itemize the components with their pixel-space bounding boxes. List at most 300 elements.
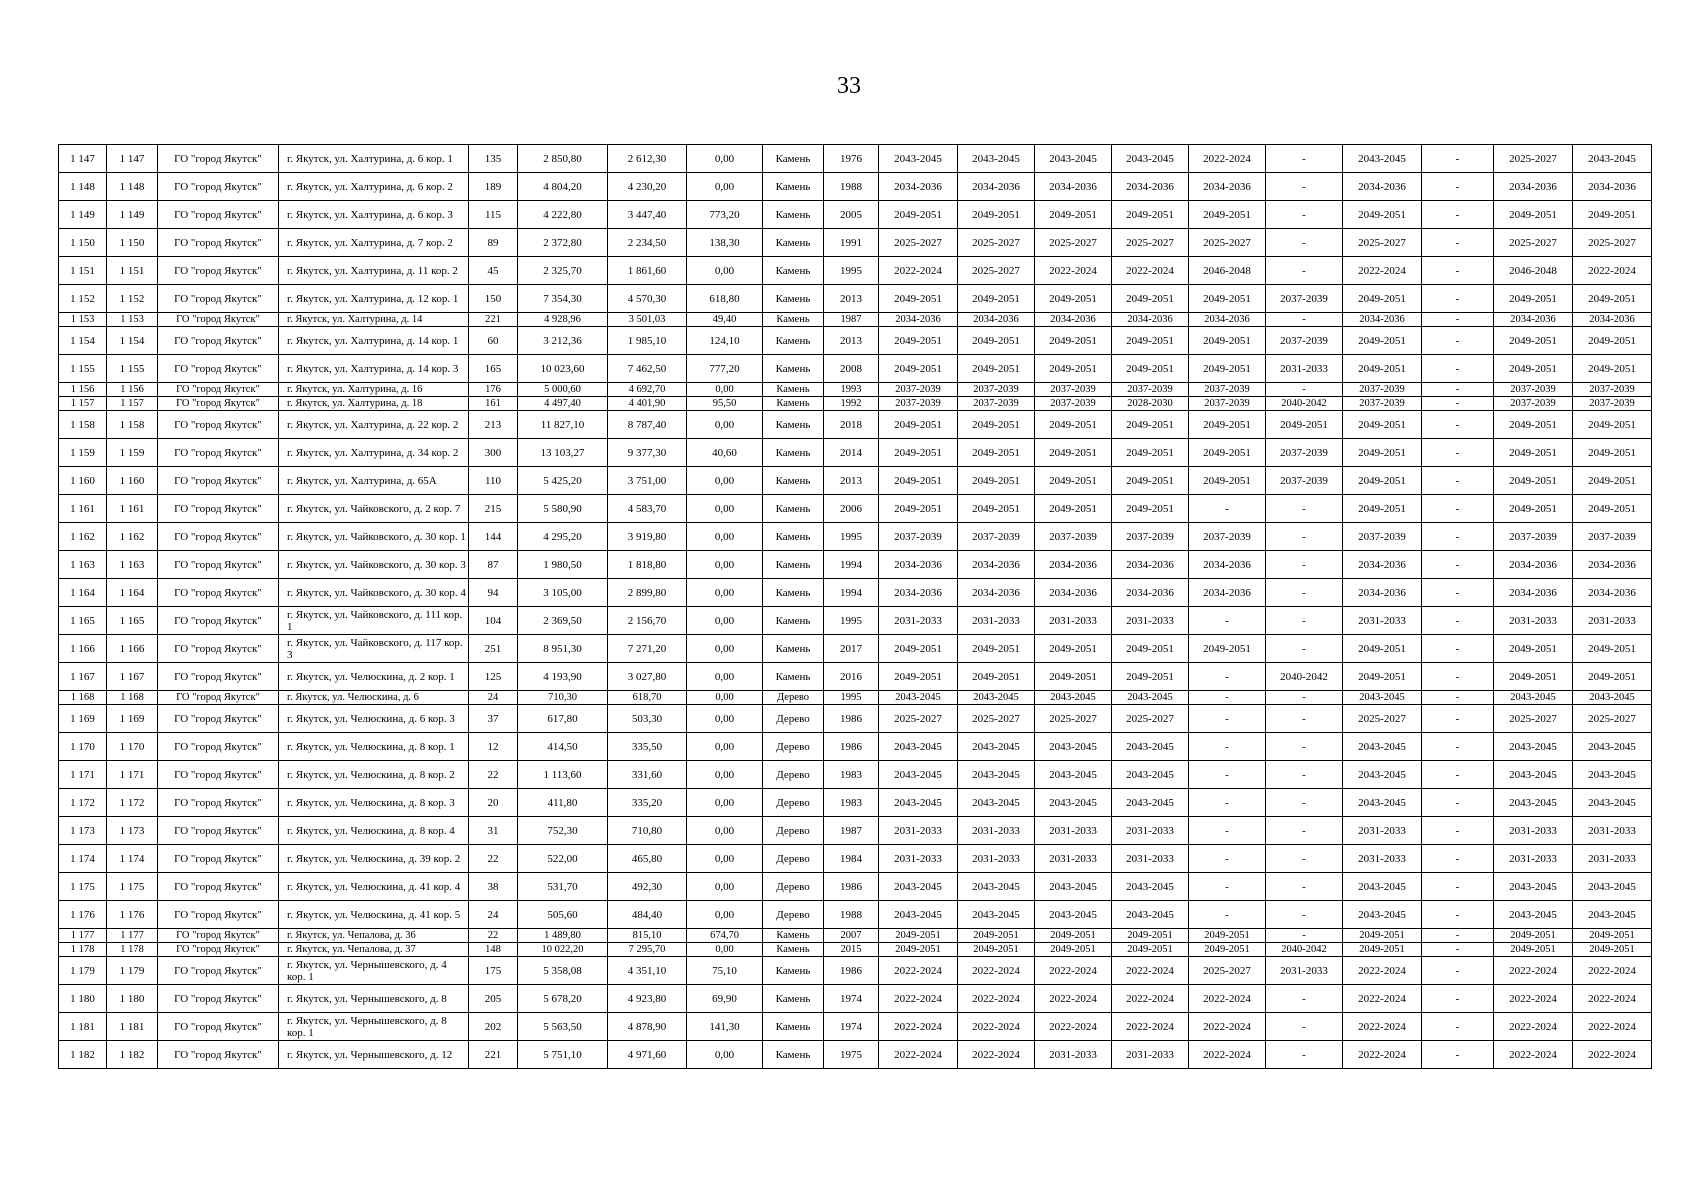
apartments-cell: 300 [469, 439, 518, 467]
living-area-cell: 3 751,00 [608, 467, 687, 495]
record-id-cell: 1 177 [107, 929, 158, 943]
table-row [59, 383, 1652, 397]
nonresidential-area-cell: 674,70 [687, 929, 763, 943]
build-year-cell: 1995 [824, 257, 879, 285]
period-10-cell: 2049-2051 [1573, 635, 1652, 663]
table-row [59, 355, 1652, 383]
period-3-cell: 2049-2051 [1035, 285, 1112, 313]
living-area-cell: 335,50 [608, 733, 687, 761]
period-2-cell: 2049-2051 [958, 635, 1035, 663]
build-year-cell: 1986 [824, 873, 879, 901]
address-cell: г. Якутск, ул. Халтурина, д. 14 кор. 3 [279, 355, 469, 383]
build-year-cell: 1983 [824, 761, 879, 789]
apartments-cell: 221 [469, 1041, 518, 1069]
table-row [59, 523, 1652, 551]
period-9-cell: 2043-2045 [1494, 761, 1573, 789]
period-9-cell: 2022-2024 [1494, 985, 1573, 1013]
living-area-cell: 4 570,30 [608, 285, 687, 313]
municipality-cell: ГО "город Якутск" [158, 1041, 279, 1069]
period-2-cell: 2043-2045 [958, 733, 1035, 761]
period-8-cell: - [1422, 1013, 1494, 1041]
period-8-cell: - [1422, 901, 1494, 929]
record-id-cell: 1 161 [107, 495, 158, 523]
living-area-cell: 3 919,80 [608, 523, 687, 551]
period-10-cell: 2049-2051 [1573, 929, 1652, 943]
period-6-cell: - [1266, 691, 1343, 705]
wall-material-cell: Камень [763, 1041, 824, 1069]
period-1-cell: 2022-2024 [879, 1013, 958, 1041]
period-5-cell: - [1189, 733, 1266, 761]
period-9-cell: 2049-2051 [1494, 663, 1573, 691]
table-row [59, 1013, 1652, 1041]
wall-material-cell: Камень [763, 579, 824, 607]
total-area-cell: 11 827,10 [518, 411, 608, 439]
period-4-cell: 2049-2051 [1112, 467, 1189, 495]
total-area-cell: 10 023,60 [518, 355, 608, 383]
wall-material-cell: Камень [763, 285, 824, 313]
period-1-cell: 2031-2033 [879, 607, 958, 635]
nonresidential-area-cell: 40,60 [687, 439, 763, 467]
row-number-cell: 1 153 [59, 313, 107, 327]
row-number-cell: 1 168 [59, 691, 107, 705]
period-3-cell: 2043-2045 [1035, 145, 1112, 173]
total-area-cell: 4 804,20 [518, 173, 608, 201]
period-4-cell: 2037-2039 [1112, 523, 1189, 551]
address-cell: г. Якутск, ул. Чайковского, д. 111 кор. 1 [279, 607, 469, 635]
period-7-cell: 2049-2051 [1343, 467, 1422, 495]
period-1-cell: 2049-2051 [879, 467, 958, 495]
period-7-cell: 2034-2036 [1343, 173, 1422, 201]
apartments-cell: 60 [469, 327, 518, 355]
period-3-cell: 2049-2051 [1035, 355, 1112, 383]
period-1-cell: 2022-2024 [879, 985, 958, 1013]
living-area-cell: 4 583,70 [608, 495, 687, 523]
period-4-cell: 2034-2036 [1112, 551, 1189, 579]
address-cell: г. Якутск, ул. Чернышевского, д. 8 [279, 985, 469, 1013]
build-year-cell: 1976 [824, 145, 879, 173]
period-6-cell: - [1266, 845, 1343, 873]
period-6-cell: - [1266, 495, 1343, 523]
period-9-cell: 2049-2051 [1494, 201, 1573, 229]
period-9-cell: 2043-2045 [1494, 789, 1573, 817]
period-2-cell: 2025-2027 [958, 229, 1035, 257]
period-8-cell: - [1422, 635, 1494, 663]
build-year-cell: 2017 [824, 635, 879, 663]
address-cell: г. Якутск, ул. Халтурина, д. 6 кор. 1 [279, 145, 469, 173]
living-area-cell: 492,30 [608, 873, 687, 901]
period-4-cell: 2043-2045 [1112, 761, 1189, 789]
wall-material-cell: Камень [763, 327, 824, 355]
period-1-cell: 2037-2039 [879, 383, 958, 397]
row-number-cell: 1 148 [59, 173, 107, 201]
period-1-cell: 2031-2033 [879, 845, 958, 873]
period-2-cell: 2034-2036 [958, 313, 1035, 327]
period-8-cell: - [1422, 467, 1494, 495]
record-id-cell: 1 158 [107, 411, 158, 439]
total-area-cell: 7 354,30 [518, 285, 608, 313]
period-7-cell: 2049-2051 [1343, 411, 1422, 439]
table-row [59, 285, 1652, 313]
nonresidential-area-cell: 618,80 [687, 285, 763, 313]
period-9-cell: 2049-2051 [1494, 327, 1573, 355]
record-id-cell: 1 164 [107, 579, 158, 607]
period-4-cell: 2049-2051 [1112, 201, 1189, 229]
period-10-cell: 2034-2036 [1573, 313, 1652, 327]
period-7-cell: 2049-2051 [1343, 439, 1422, 467]
municipality-cell: ГО "город Якутск" [158, 145, 279, 173]
period-9-cell: 2034-2036 [1494, 173, 1573, 201]
nonresidential-area-cell: 0,00 [687, 467, 763, 495]
period-9-cell: 2043-2045 [1494, 873, 1573, 901]
record-id-cell: 1 165 [107, 607, 158, 635]
address-cell: г. Якутск, ул. Чайковского, д. 30 кор. 1 [279, 523, 469, 551]
period-6-cell: - [1266, 705, 1343, 733]
period-10-cell: 2025-2027 [1573, 705, 1652, 733]
period-2-cell: 2037-2039 [958, 523, 1035, 551]
wall-material-cell: Дерево [763, 901, 824, 929]
table-row [59, 173, 1652, 201]
period-9-cell: 2046-2048 [1494, 257, 1573, 285]
address-cell: г. Якутск, ул. Халтурина, д. 11 кор. 2 [279, 257, 469, 285]
record-id-cell: 1 174 [107, 845, 158, 873]
total-area-cell: 3 105,00 [518, 579, 608, 607]
table-row [59, 327, 1652, 355]
wall-material-cell: Дерево [763, 817, 824, 845]
living-area-cell: 3 501,03 [608, 313, 687, 327]
period-3-cell: 2034-2036 [1035, 579, 1112, 607]
living-area-cell: 2 612,30 [608, 145, 687, 173]
record-id-cell: 1 182 [107, 1041, 158, 1069]
address-cell: г. Якутск, ул. Чернышевского, д. 4 кор. 1 [279, 957, 469, 985]
period-1-cell: 2049-2051 [879, 327, 958, 355]
build-year-cell: 1974 [824, 1013, 879, 1041]
row-number-cell: 1 151 [59, 257, 107, 285]
period-5-cell: 2034-2036 [1189, 313, 1266, 327]
record-id-cell: 1 160 [107, 467, 158, 495]
period-8-cell: - [1422, 929, 1494, 943]
period-5-cell: 2022-2024 [1189, 985, 1266, 1013]
period-9-cell: 2034-2036 [1494, 313, 1573, 327]
nonresidential-area-cell: 0,00 [687, 873, 763, 901]
living-area-cell: 335,20 [608, 789, 687, 817]
period-10-cell: 2037-2039 [1573, 397, 1652, 411]
apartments-cell: 150 [469, 285, 518, 313]
period-8-cell: - [1422, 1041, 1494, 1069]
table-row [59, 551, 1652, 579]
period-9-cell: 2049-2051 [1494, 439, 1573, 467]
period-1-cell: 2022-2024 [879, 257, 958, 285]
period-3-cell: 2022-2024 [1035, 257, 1112, 285]
period-9-cell: 2049-2051 [1494, 943, 1573, 957]
address-cell: г. Якутск, ул. Халтурина, д. 12 кор. 1 [279, 285, 469, 313]
period-4-cell: 2043-2045 [1112, 873, 1189, 901]
apartments-cell: 45 [469, 257, 518, 285]
period-3-cell: 2049-2051 [1035, 439, 1112, 467]
table-row [59, 845, 1652, 873]
period-10-cell: 2043-2045 [1573, 733, 1652, 761]
row-number-cell: 1 157 [59, 397, 107, 411]
municipality-cell: ГО "город Якутск" [158, 201, 279, 229]
row-number-cell: 1 171 [59, 761, 107, 789]
row-number-cell: 1 172 [59, 789, 107, 817]
row-number-cell: 1 174 [59, 845, 107, 873]
period-10-cell: 2043-2045 [1573, 761, 1652, 789]
period-10-cell: 2049-2051 [1573, 663, 1652, 691]
nonresidential-area-cell: 0,00 [687, 663, 763, 691]
period-2-cell: 2043-2045 [958, 761, 1035, 789]
period-1-cell: 2049-2051 [879, 943, 958, 957]
row-number-cell: 1 170 [59, 733, 107, 761]
municipality-cell: ГО "город Якутск" [158, 705, 279, 733]
period-5-cell: 2049-2051 [1189, 285, 1266, 313]
apartments-cell: 135 [469, 145, 518, 173]
period-6-cell: 2040-2042 [1266, 663, 1343, 691]
period-5-cell: - [1189, 789, 1266, 817]
address-cell: г. Якутск, ул. Чепалова, д. 37 [279, 943, 469, 957]
build-year-cell: 1994 [824, 579, 879, 607]
wall-material-cell: Камень [763, 929, 824, 943]
period-1-cell: 2025-2027 [879, 705, 958, 733]
address-cell: г. Якутск, ул. Челюскина, д. 8 кор. 2 [279, 761, 469, 789]
apartments-cell: 89 [469, 229, 518, 257]
period-2-cell: 2049-2051 [958, 467, 1035, 495]
total-area-cell: 414,50 [518, 733, 608, 761]
municipality-cell: ГО "город Якутск" [158, 397, 279, 411]
period-4-cell: 2037-2039 [1112, 383, 1189, 397]
period-4-cell: 2025-2027 [1112, 705, 1189, 733]
living-area-cell: 9 377,30 [608, 439, 687, 467]
period-5-cell: - [1189, 901, 1266, 929]
living-area-cell: 4 401,90 [608, 397, 687, 411]
period-7-cell: 2031-2033 [1343, 817, 1422, 845]
period-6-cell: 2040-2042 [1266, 397, 1343, 411]
row-number-cell: 1 177 [59, 929, 107, 943]
address-cell: г. Якутск, ул. Челюскина, д. 8 кор. 3 [279, 789, 469, 817]
build-year-cell: 1987 [824, 817, 879, 845]
municipality-cell: ГО "город Якутск" [158, 579, 279, 607]
period-3-cell: 2043-2045 [1035, 789, 1112, 817]
period-7-cell: 2034-2036 [1343, 313, 1422, 327]
period-6-cell: - [1266, 789, 1343, 817]
wall-material-cell: Камень [763, 383, 824, 397]
period-3-cell: 2049-2051 [1035, 943, 1112, 957]
municipality-cell: ГО "город Якутск" [158, 873, 279, 901]
period-3-cell: 2031-2033 [1035, 845, 1112, 873]
municipality-cell: ГО "город Якутск" [158, 355, 279, 383]
record-id-cell: 1 175 [107, 873, 158, 901]
nonresidential-area-cell: 0,00 [687, 705, 763, 733]
period-10-cell: 2022-2024 [1573, 1013, 1652, 1041]
period-9-cell: 2031-2033 [1494, 845, 1573, 873]
living-area-cell: 710,80 [608, 817, 687, 845]
period-8-cell: - [1422, 663, 1494, 691]
total-area-cell: 5 751,10 [518, 1041, 608, 1069]
period-6-cell: - [1266, 733, 1343, 761]
nonresidential-area-cell: 0,00 [687, 145, 763, 173]
nonresidential-area-cell: 0,00 [687, 845, 763, 873]
address-cell: г. Якутск, ул. Халтурина, д. 18 [279, 397, 469, 411]
period-7-cell: 2043-2045 [1343, 691, 1422, 705]
period-9-cell: 2049-2051 [1494, 635, 1573, 663]
period-6-cell: - [1266, 873, 1343, 901]
build-year-cell: 1984 [824, 845, 879, 873]
period-7-cell: 2043-2045 [1343, 901, 1422, 929]
period-3-cell: 2043-2045 [1035, 901, 1112, 929]
period-2-cell: 2043-2045 [958, 691, 1035, 705]
period-3-cell: 2049-2051 [1035, 635, 1112, 663]
period-8-cell: - [1422, 173, 1494, 201]
row-number-cell: 1 164 [59, 579, 107, 607]
total-area-cell: 13 103,27 [518, 439, 608, 467]
period-1-cell: 2022-2024 [879, 957, 958, 985]
period-2-cell: 2034-2036 [958, 551, 1035, 579]
living-area-cell: 7 462,50 [608, 355, 687, 383]
period-6-cell: - [1266, 383, 1343, 397]
period-4-cell: 2031-2033 [1112, 817, 1189, 845]
period-10-cell: 2049-2051 [1573, 439, 1652, 467]
wall-material-cell: Камень [763, 397, 824, 411]
build-year-cell: 1975 [824, 1041, 879, 1069]
address-cell: г. Якутск, ул. Халтурина, д. 34 кор. 2 [279, 439, 469, 467]
row-number-cell: 1 158 [59, 411, 107, 439]
municipality-cell: ГО "город Якутск" [158, 663, 279, 691]
nonresidential-area-cell: 0,00 [687, 551, 763, 579]
nonresidential-area-cell: 0,00 [687, 173, 763, 201]
total-area-cell: 522,00 [518, 845, 608, 873]
period-3-cell: 2022-2024 [1035, 957, 1112, 985]
apartments-cell: 176 [469, 383, 518, 397]
apartments-cell: 251 [469, 635, 518, 663]
build-year-cell: 2005 [824, 201, 879, 229]
nonresidential-area-cell: 69,90 [687, 985, 763, 1013]
wall-material-cell: Камень [763, 145, 824, 173]
total-area-cell: 1 489,80 [518, 929, 608, 943]
record-id-cell: 1 147 [107, 145, 158, 173]
row-number-cell: 1 182 [59, 1041, 107, 1069]
period-2-cell: 2022-2024 [958, 1041, 1035, 1069]
period-8-cell: - [1422, 327, 1494, 355]
period-2-cell: 2043-2045 [958, 901, 1035, 929]
period-2-cell: 2049-2051 [958, 327, 1035, 355]
table-row [59, 691, 1652, 705]
table-row [59, 579, 1652, 607]
row-number-cell: 1 178 [59, 943, 107, 957]
period-2-cell: 2031-2033 [958, 845, 1035, 873]
table-row [59, 663, 1652, 691]
period-4-cell: 2049-2051 [1112, 929, 1189, 943]
period-8-cell: - [1422, 705, 1494, 733]
row-number-cell: 1 165 [59, 607, 107, 635]
period-6-cell: 2037-2039 [1266, 327, 1343, 355]
period-5-cell: 2049-2051 [1189, 929, 1266, 943]
address-cell: г. Якутск, ул. Челюскина, д. 41 кор. 5 [279, 901, 469, 929]
municipality-cell: ГО "город Якутск" [158, 495, 279, 523]
row-number-cell: 1 149 [59, 201, 107, 229]
wall-material-cell: Камень [763, 957, 824, 985]
period-10-cell: 2043-2045 [1573, 901, 1652, 929]
period-7-cell: 2025-2027 [1343, 705, 1422, 733]
period-6-cell: - [1266, 607, 1343, 635]
total-area-cell: 4 295,20 [518, 523, 608, 551]
build-year-cell: 2013 [824, 467, 879, 495]
apartments-cell: 31 [469, 817, 518, 845]
period-5-cell: 2034-2036 [1189, 579, 1266, 607]
nonresidential-area-cell: 141,30 [687, 1013, 763, 1041]
municipality-cell: ГО "город Якутск" [158, 383, 279, 397]
period-9-cell: 2022-2024 [1494, 957, 1573, 985]
build-year-cell: 1983 [824, 789, 879, 817]
period-9-cell: 2049-2051 [1494, 355, 1573, 383]
living-area-cell: 3 027,80 [608, 663, 687, 691]
wall-material-cell: Камень [763, 201, 824, 229]
address-cell: г. Якутск, ул. Халтурина, д. 16 [279, 383, 469, 397]
table-row [59, 201, 1652, 229]
period-5-cell: 2049-2051 [1189, 355, 1266, 383]
period-2-cell: 2049-2051 [958, 201, 1035, 229]
period-1-cell: 2049-2051 [879, 635, 958, 663]
period-3-cell: 2025-2027 [1035, 705, 1112, 733]
living-area-cell: 7 295,70 [608, 943, 687, 957]
record-id-cell: 1 159 [107, 439, 158, 467]
table-row [59, 901, 1652, 929]
wall-material-cell: Дерево [763, 733, 824, 761]
period-6-cell: 2031-2033 [1266, 957, 1343, 985]
page-number: 33 [837, 73, 861, 99]
nonresidential-area-cell: 0,00 [687, 817, 763, 845]
wall-material-cell: Камень [763, 411, 824, 439]
period-10-cell: 2022-2024 [1573, 957, 1652, 985]
period-6-cell: - [1266, 1013, 1343, 1041]
table-row [59, 257, 1652, 285]
table-row [59, 761, 1652, 789]
period-2-cell: 2049-2051 [958, 495, 1035, 523]
period-5-cell: 2034-2036 [1189, 173, 1266, 201]
period-6-cell: 2037-2039 [1266, 467, 1343, 495]
row-number-cell: 1 155 [59, 355, 107, 383]
table-row [59, 397, 1652, 411]
period-6-cell: - [1266, 173, 1343, 201]
period-1-cell: 2049-2051 [879, 495, 958, 523]
build-year-cell: 1974 [824, 985, 879, 1013]
period-9-cell: 2049-2051 [1494, 285, 1573, 313]
nonresidential-area-cell: 777,20 [687, 355, 763, 383]
period-5-cell: 2022-2024 [1189, 145, 1266, 173]
municipality-cell: ГО "город Якутск" [158, 411, 279, 439]
period-6-cell: - [1266, 635, 1343, 663]
table-row [59, 411, 1652, 439]
period-7-cell: 2043-2045 [1343, 873, 1422, 901]
wall-material-cell: Дерево [763, 705, 824, 733]
period-4-cell: 2031-2033 [1112, 1041, 1189, 1069]
period-3-cell: 2037-2039 [1035, 523, 1112, 551]
record-id-cell: 1 154 [107, 327, 158, 355]
nonresidential-area-cell: 138,30 [687, 229, 763, 257]
period-6-cell: 2031-2033 [1266, 355, 1343, 383]
build-year-cell: 1988 [824, 173, 879, 201]
period-10-cell: 2049-2051 [1573, 943, 1652, 957]
period-5-cell: - [1189, 761, 1266, 789]
nonresidential-area-cell: 75,10 [687, 957, 763, 985]
period-4-cell: 2034-2036 [1112, 173, 1189, 201]
living-area-cell: 2 156,70 [608, 607, 687, 635]
address-cell: г. Якутск, ул. Халтурина, д. 6 кор. 2 [279, 173, 469, 201]
period-2-cell: 2037-2039 [958, 397, 1035, 411]
period-5-cell: 2049-2051 [1189, 327, 1266, 355]
period-4-cell: 2049-2051 [1112, 355, 1189, 383]
row-number-cell: 1 175 [59, 873, 107, 901]
period-7-cell: 2049-2051 [1343, 285, 1422, 313]
nonresidential-area-cell: 0,00 [687, 635, 763, 663]
